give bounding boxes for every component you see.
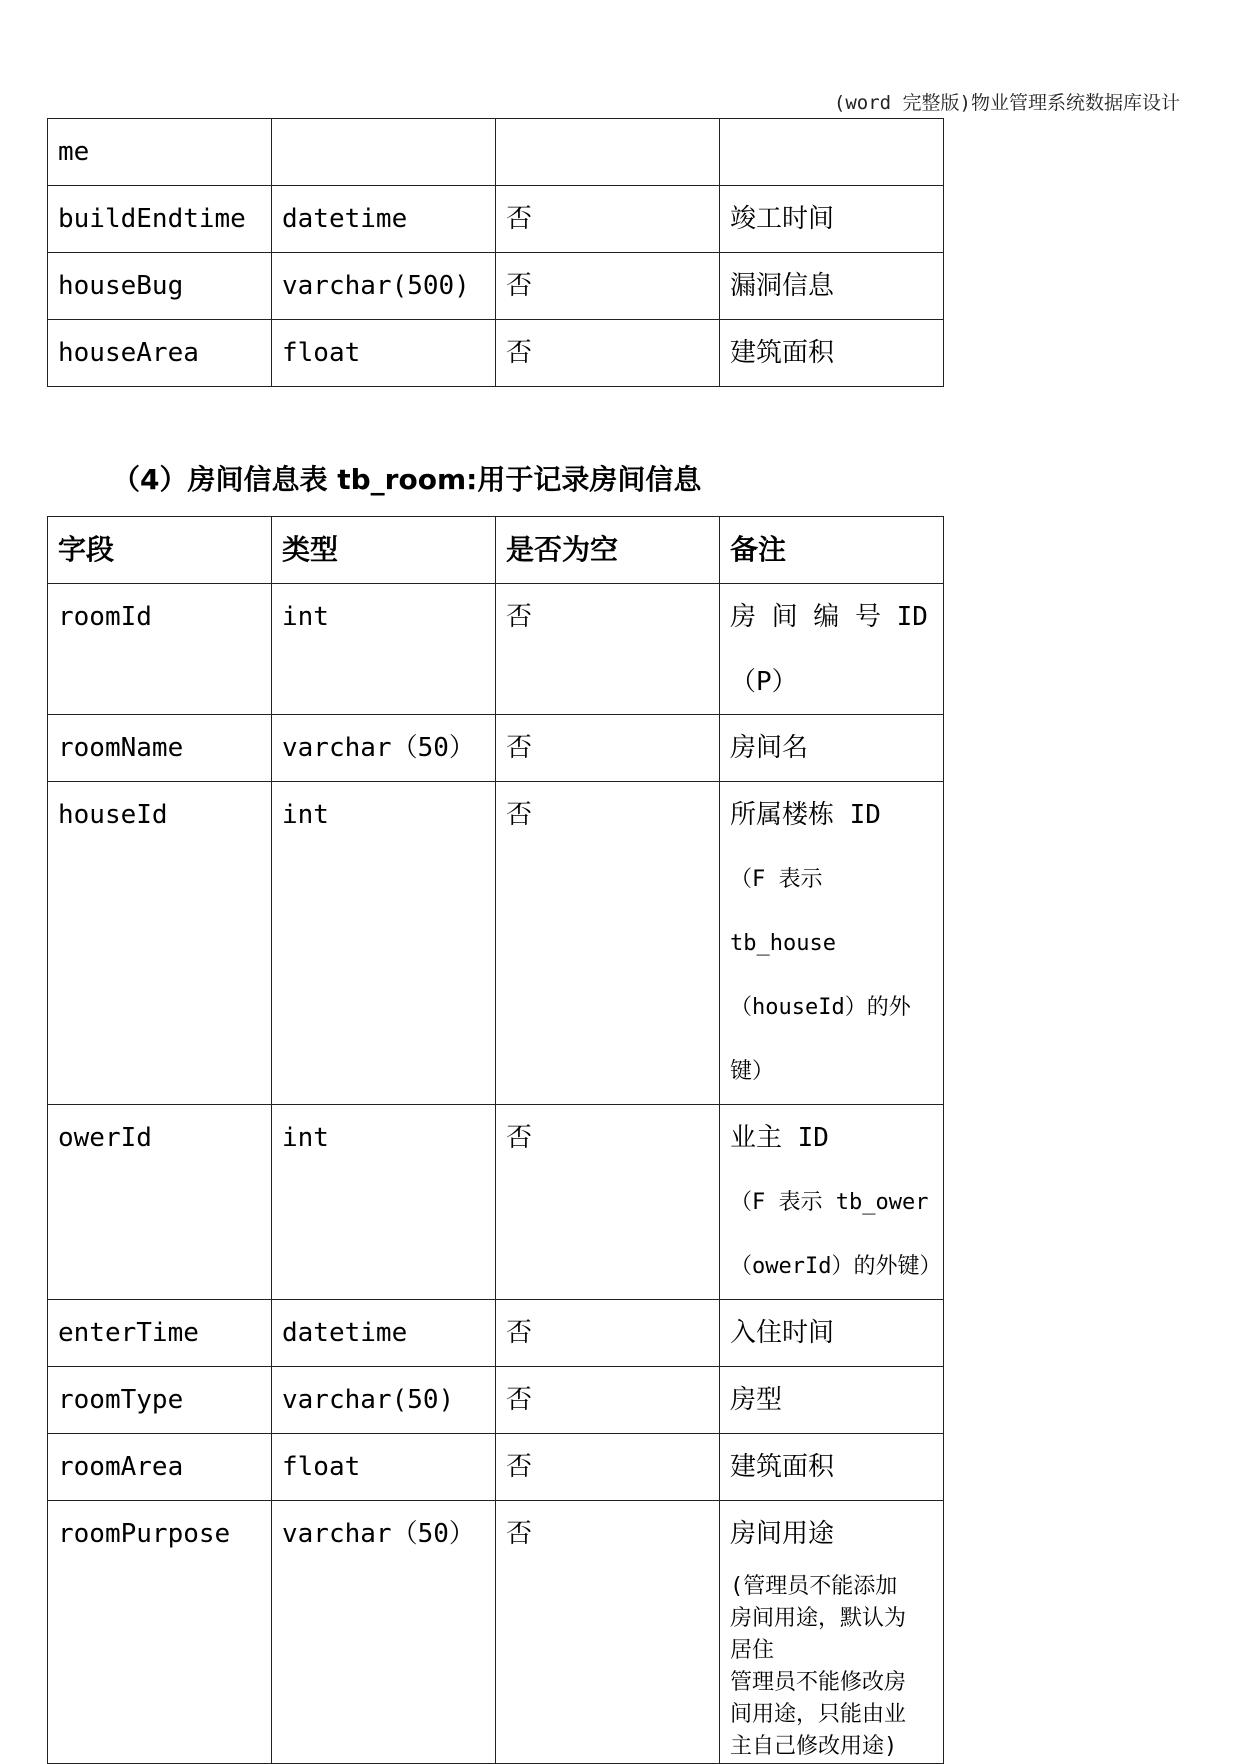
remark-text-3: （houseId）的外键） [730,995,911,1084]
note-line: (管理员不能添加 [730,1574,898,1599]
type-cell: float [272,320,496,387]
type-cell: int [272,1105,496,1300]
column-header-remark: 备注 [720,517,944,584]
table-row [48,1367,944,1434]
nullable-cell: 否 [496,186,720,253]
nullable-cell: 否 [496,320,720,387]
column-header-type: 类型 [272,517,496,584]
nullable-cell: 否 [496,1501,720,1764]
table-row [48,782,944,1105]
room-table [47,516,944,1764]
note-line: 居住 [730,1638,775,1663]
type-cell: int [272,584,496,715]
table-row [48,186,944,253]
type-cell: int [272,782,496,1105]
nullable-cell: 否 [496,584,720,715]
type-cell: varchar（50） [272,715,496,782]
page-header: (word 完整版)物业管理系统数据库设计 [833,92,1180,114]
table-row [48,119,944,186]
remark-text-2: （F 表示 tb_ower [730,1190,929,1215]
remark-cell: 房型 [720,1367,944,1434]
field-cell: houseId [48,782,272,1105]
house-table-continued [47,118,944,387]
table-row [48,584,944,715]
field-cell: houseArea [48,320,272,387]
remark-cell: 房间名 [720,715,944,782]
remark-cell: 建筑面积 [720,320,944,387]
field-cell: enterTime [48,1300,272,1367]
remark-cell: 漏洞信息 [720,253,944,320]
nullable-cell [496,119,720,186]
type-cell: float [272,1434,496,1501]
nullable-cell: 否 [496,253,720,320]
type-cell: varchar（50） [272,1501,496,1764]
table-header-row [48,517,944,584]
type-cell [272,119,496,186]
field-cell: owerId [48,1105,272,1300]
field-cell: roomName [48,715,272,782]
nullable-cell: 否 [496,782,720,1105]
remark-note [730,1567,933,1763]
type-cell: datetime [272,186,496,253]
section-heading: （4）房间信息表 tb_room:用于记录房间信息 [112,463,702,496]
remark-text: 房间用途 [730,1519,835,1549]
remark-text-2: （P） [730,667,798,697]
type-cell: varchar(500) [272,253,496,320]
nullable-cell: 否 [496,1105,720,1300]
remark-cell [720,782,944,1105]
remark-text: 所属楼栋 ID [730,800,881,830]
table-row [48,253,944,320]
note-line: 间用途，只能由业 [730,1702,907,1727]
table-row [48,1105,944,1300]
field-cell: roomType [48,1367,272,1434]
remark-cell: 竣工时间 [720,186,944,253]
table-row [48,1300,944,1367]
note-line: 管理员不能修改房 [730,1670,907,1695]
type-cell: datetime [272,1300,496,1367]
field-cell: roomArea [48,1434,272,1501]
remark-cell [720,1501,944,1764]
remark-cell: 入住时间 [720,1300,944,1367]
type-cell: varchar(50) [272,1367,496,1434]
table-row [48,1434,944,1501]
column-header-field: 字段 [48,517,272,584]
remark-text-2: （F 表示 tb_house [730,867,836,956]
nullable-cell: 否 [496,1434,720,1501]
field-cell: roomPurpose [48,1501,272,1764]
field-cell: houseBug [48,253,272,320]
table-row [48,320,944,387]
remark-cell [720,1105,944,1300]
column-header-nullable: 是否为空 [496,517,720,584]
field-cell: me [48,119,272,186]
remark-text: 业主 ID [730,1123,829,1153]
remark-text: 房 间 编 号 ID [730,602,928,632]
remark-cell: 建筑面积 [720,1434,944,1501]
nullable-cell: 否 [496,715,720,782]
note-line: 主自己修改用途) [730,1734,898,1759]
table-row [48,1501,944,1764]
remark-cell [720,119,944,186]
remark-text-3: （owerId）的外键） [730,1254,942,1279]
note-line: 房间用途，默认为 [730,1606,907,1631]
nullable-cell: 否 [496,1367,720,1434]
nullable-cell: 否 [496,1300,720,1367]
table-row [48,715,944,782]
field-cell: buildEndtime [48,186,272,253]
field-cell: roomId [48,584,272,715]
remark-cell [720,584,944,715]
